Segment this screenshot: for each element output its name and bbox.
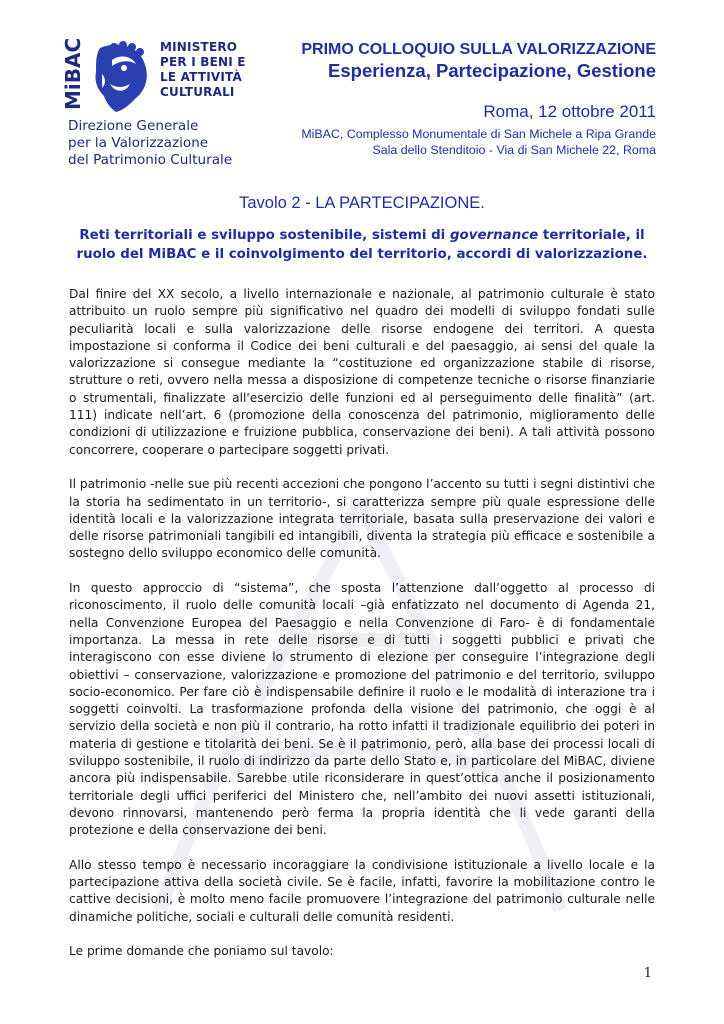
event-title: PRIMO COLLOQUIO SULLA VALORIZZAZIONE [301,41,656,58]
svg-text:MiBAC: MiBAC [61,37,85,110]
subtitle-line-1 [70,226,654,245]
ministry-name [160,40,270,100]
document-subtitle [70,226,654,264]
directorate-name [68,118,258,169]
ministry-line: LE ATTIVITÀ [160,70,242,84]
event-room: Sala dello Stenditoio - Via di San Michele 22, Roma [372,143,656,157]
event-header [301,40,656,158]
subtitle-text: Reti territoriali e sviluppo sostenibile, sistemi di [79,228,450,243]
subtitle-text: territoriale, il [538,228,645,243]
directorate-line: del Patrimonio Culturale [68,152,233,168]
ministry-line: PER I BENI E [160,55,246,69]
ministry-line: CULTURALI [160,85,235,99]
body-paragraph: Dal finire del XX secolo, a livello internazionale e nazionale, al patrimonio culturale è stato attribuito un ruolo sempre più significativo nel quadro dei modelli di sviluppo fondati sulle peculiarità locali e sulla valorizzazione delle risorse endogene dei territori. A questa impostazione si conforma il Codice dei beni culturali e del paesaggio, ai sensi del quale la valorizzazione si consegue mediante la “costituzione ed organizzazione stabile di risorse, strutture o reti, ovvero nella messa a disposizione di competenze tecniche o risorse finanziarie o strumentali, finalizzate all'esercizio delle funzioni ed al perseguimento delle finalità” (art. 111) indicate nell’art. 6 (promozione della conoscenza del patrimonio, miglioramento delle condizioni di utilizzazione e fruizione pubblica, conservazione dei beni). A tali attività possono concorrere, cooperare o partecipare soggetti privati. [69,287,655,457]
body-paragraph: In questo approccio di “sistema”, che sposta l’attenzione dall’oggetto al processo di riconoscimento, il ruolo delle comunità locali –già enfatizzato nel documento di Agenda 21, nella Convenzione Europea del Paesaggio e nella Convenzione di Faro- è di fondamentale importanza. La messa in rete delle risorse e di tutti i soggetti pubblici e privati che interagiscono con esse diviene lo strumento di elezione per conseguire l’integrazione degli obiettivi – conservazione, valorizzazione e promozione del patrimonio e del territorio, sviluppo socio-economico. Per fare ciò è indispensabile definire il ruolo e le modalità di interazione tra i soggetti coinvolti. La trasformazione profonda della visione del patrimonio, che oggi è al servizio della società e non più il contrario, ha rotto infatti il tradizionale equilibrio dei poteri in materia di gestione e titolarità dei beni. Se è il patrimonio, però, alla base dei processi locali di sviluppo sostenibile, il ruolo di indirizzo da parte dello Stato e, in particolare del MiBAC, diviene ancora più indispensabile. Sarebbe utile riconsiderare in quest’ottica anche il posizionamento territoriale degli uffici periferici del Ministero che, nell’ambito dei nuovi assetti istituzionali, devono rinnovarsi, mantenendo però ferma la propria identità che li vede garanti della protezione e della conservazione dei beni. [69,581,655,838]
event-subtitle: Esperienza, Partecipazione, Gestione [328,60,656,81]
event-date: Roma, 12 ottobre 2011 [483,102,656,121]
event-venue: MiBAC, Complesso Monumentale di San Michele a Ripa Grande [301,127,656,141]
directorate-line: per la Valorizzazione [68,135,209,151]
subtitle-line-2: ruolo del MiBAC e il coinvolgimento del territorio, accordi di valorizzazione. [76,247,648,262]
subtitle-emphasis: governance [449,228,539,243]
document-title: Tavolo 2 - LA PARTECIPAZIONE. [239,194,485,212]
body-paragraph: Allo stesso tempo è necessario incoraggiare la condivisione istituzionale a livello locale e la partecipazione attiva della società civile. Se è facile, infatti, favorire la mobilitazione contro le cattive decisioni, è molto meno facile promuovere l’integrazione del patrimonio culturale nelle dinamiche politiche, sociali e culturali delle comunità residenti. [69,857,655,924]
mibac-emblem-icon [61,37,156,116]
document-body [69,286,655,978]
page-number: 1 [643,966,652,981]
body-paragraph: Le prime domande che poniamo sul tavolo: [69,944,334,959]
directorate-line: Direzione Generale [68,118,199,134]
body-paragraph: Il patrimonio -nelle sue più recenti accezioni che pongono l’accento su tutti i segni distintivi che la storia ha sedimentato in un territorio-, si caratterizza sempre più quale espressione delle identità locali e la valorizzazione integrata territoriale, basata sulla preservazione dei valori e delle risorse patrimoniali tangibili ed intangibili, diventa la strategia più efficace e sostenibile a sostegno dello sviluppo economico delle comunità. [69,477,655,561]
ministry-line: MINISTERO [160,40,238,54]
